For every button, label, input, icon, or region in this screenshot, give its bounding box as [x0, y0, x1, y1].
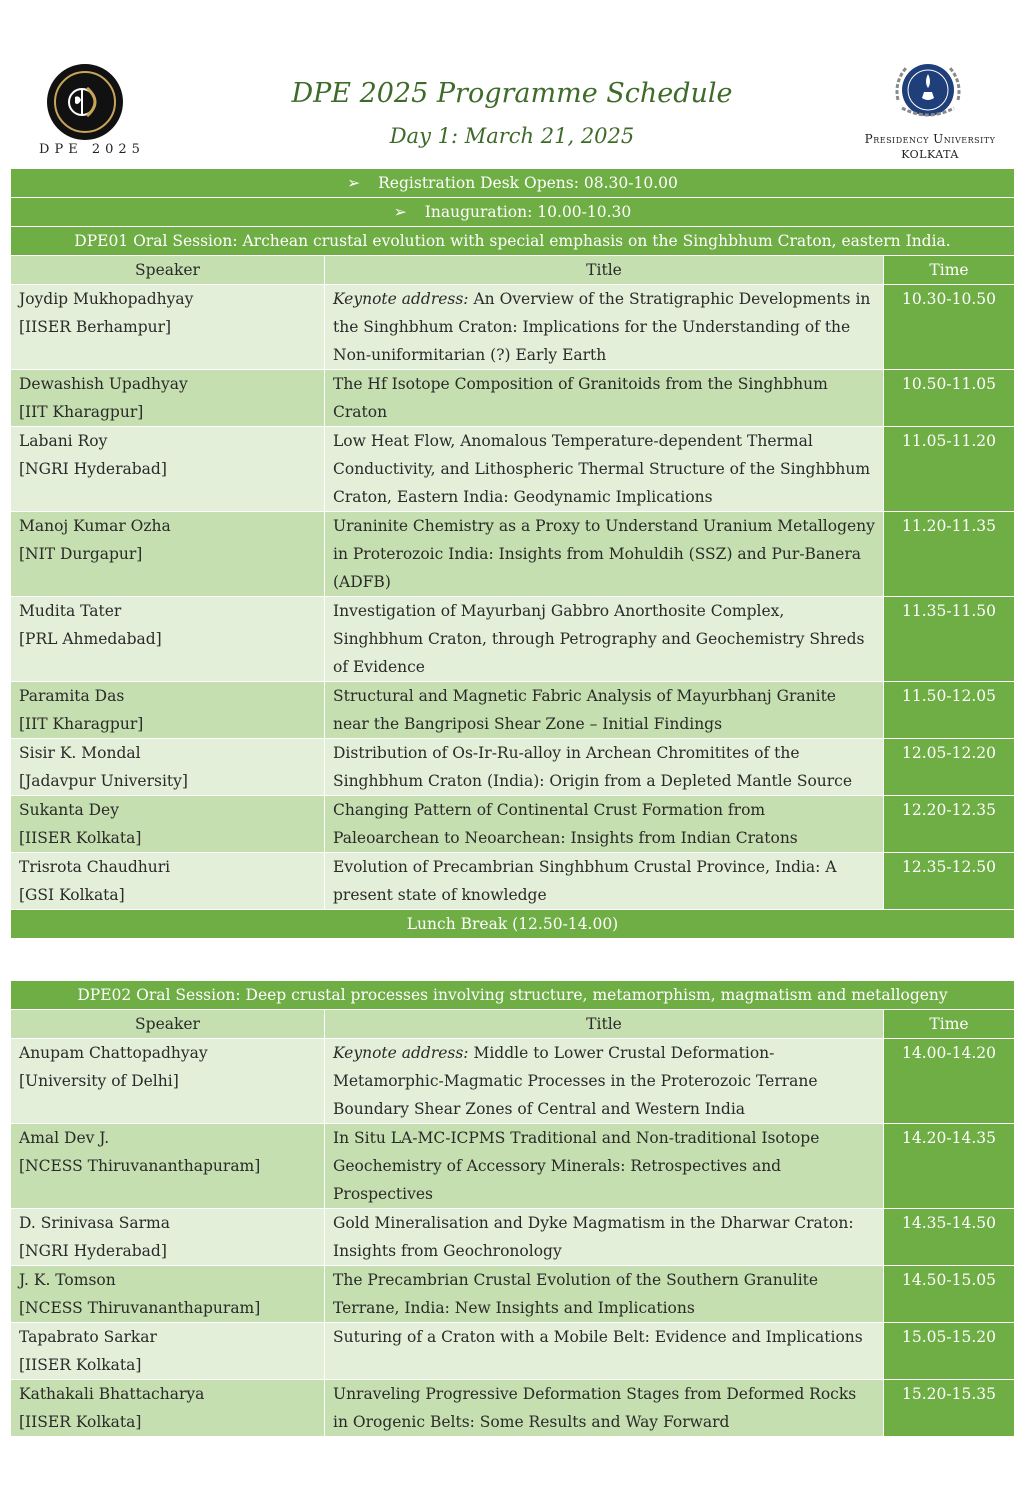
table-row [11, 285, 1015, 370]
talk-title-cell [325, 1323, 884, 1380]
speaker-affiliation: [Jadavpur University] [19, 772, 188, 790]
speaker-affiliation: [IISER Kolkata] [19, 1413, 142, 1431]
speaker-cell [11, 682, 325, 739]
time-slot: 14.00-14.20 [884, 1039, 1015, 1124]
speaker-name: Mudita Tater [19, 602, 122, 620]
speaker-cell [11, 370, 325, 427]
talk-title-cell [325, 1039, 884, 1124]
time-slot: 11.50-12.05 [884, 682, 1015, 739]
speaker-cell [11, 853, 325, 910]
speaker-name: Joydip Mukhopadhyay [19, 290, 194, 308]
talk-title: Changing Pattern of Continental Crust Formation from Paleoarchean to Neoarchean: Insights from Indian Cratons [333, 801, 798, 847]
dpe-logo-text: DPE 2025 [39, 142, 145, 157]
time-slot: 11.35-11.50 [884, 597, 1015, 682]
speaker-name: Dewashish Upadhyay [19, 375, 188, 393]
talk-title: Investigation of Mayurbanj Gabbro Anorthosite Complex, Singhbhum Craton, through Petrography and Geochemistry Shreds of Evidence [333, 602, 865, 676]
speaker-name: J. K. Tomson [19, 1271, 116, 1289]
table-row [11, 1209, 1015, 1266]
table-row [11, 1039, 1015, 1124]
talk-title-cell [325, 427, 884, 512]
speaker-cell [11, 1209, 325, 1266]
session2-table [10, 980, 1015, 1437]
talk-title-cell [325, 853, 884, 910]
table-row [11, 512, 1015, 597]
talk-title: Gold Mineralisation and Dyke Magmatism in the Dharwar Craton: Insights from Geochronology [333, 1214, 854, 1260]
time-slot: 15.20-15.35 [884, 1380, 1015, 1437]
time-slot: 14.35-14.50 [884, 1209, 1015, 1266]
table-row [11, 682, 1015, 739]
speaker-name: Sukanta Dey [19, 801, 119, 819]
speaker-cell [11, 597, 325, 682]
talk-title-cell [325, 1380, 884, 1437]
table-row [11, 796, 1015, 853]
lunch-band: Lunch Break (12.50-14.00) [11, 910, 1015, 939]
session2-title: DPE02 Oral Session: Deep crustal processes involving structure, metamorphism, magmatism and metallogeny [11, 981, 1015, 1010]
speaker-affiliation: [NGRI Hyderabad] [19, 460, 167, 478]
talk-title-cell [325, 1124, 884, 1209]
university-name: Presidency University [864, 132, 996, 146]
talk-title-cell [325, 1266, 884, 1323]
talk-title-cell [325, 285, 884, 370]
speaker-name: Manoj Kumar Ozha [19, 517, 171, 535]
speaker-cell [11, 1323, 325, 1380]
column-header-title: Title [325, 1010, 884, 1039]
time-slot: 14.20-14.35 [884, 1124, 1015, 1209]
speaker-name: Sisir K. Mondal [19, 744, 141, 762]
talk-title-cell [325, 597, 884, 682]
table-row [11, 1124, 1015, 1209]
table-row [11, 1380, 1015, 1437]
speaker-cell [11, 739, 325, 796]
table-row [11, 370, 1015, 427]
time-slot: 12.20-12.35 [884, 796, 1015, 853]
table-row [11, 853, 1015, 910]
speaker-affiliation: [IIT Kharagpur] [19, 715, 144, 733]
talk-title: An Overview of the Stratigraphic Developments in the Singhbhum Craton: Implications for the Understanding of the Non-uniformitarian (?) Early Earth [333, 290, 871, 364]
time-slot: 12.35-12.50 [884, 853, 1015, 910]
speaker-cell [11, 1380, 325, 1437]
speaker-cell [11, 1039, 325, 1124]
speaker-affiliation: [PRL Ahmedabad] [19, 630, 162, 648]
speaker-name: Labani Roy [19, 432, 108, 450]
speaker-name: Tapabrato Sarkar [19, 1328, 157, 1346]
session1-title: DPE01 Oral Session: Archean crustal evolution with special emphasis on the Singhbhum Craton, eastern India. [11, 227, 1015, 256]
talk-title-cell [325, 370, 884, 427]
speaker-name: D. Srinivasa Sarma [19, 1214, 170, 1232]
time-slot: 11.05-11.20 [884, 427, 1015, 512]
speaker-name: Trisrota Chaudhuri [19, 858, 171, 876]
presidency-university-seal-icon [888, 52, 968, 132]
talk-title-cell [325, 739, 884, 796]
time-slot: 11.20-11.35 [884, 512, 1015, 597]
talk-title: Distribution of Os-Ir-Ru-alloy in Archean Chromitites of the Singhbhum Craton (India): Origin from a Depleted Mantle Source [333, 744, 853, 790]
talk-title: Low Heat Flow, Anomalous Temperature-dependent Thermal Conductivity, and Lithospheric Thermal Structure of the Singhbhum Craton, Eastern India: Geodynamic Implications [333, 432, 871, 506]
talk-title: Structural and Magnetic Fabric Analysis of Mayurbhanj Granite near the Bangriposi Shear Zone – Initial Findings [333, 687, 836, 733]
talk-title: Uraninite Chemistry as a Proxy to Understand Uranium Metallogeny in Proterozoic India: Insights from Mohuldih (SSZ) and Pur-Banera (ADFB) [333, 517, 875, 591]
speaker-name: Paramita Das [19, 687, 125, 705]
time-slot: 14.50-15.05 [884, 1266, 1015, 1323]
speaker-affiliation: [NCESS Thiruvananthapuram] [19, 1299, 261, 1317]
talk-title-cell [325, 796, 884, 853]
dpe-2025-logo-icon [45, 62, 125, 142]
table-row [11, 427, 1015, 512]
column-header-speaker: Speaker [11, 1010, 325, 1039]
talk-title: Unraveling Progressive Deformation Stages from Deformed Rocks in Orogenic Belts: Some Results and Way Forward [333, 1385, 857, 1431]
university-city: KOLKATA [901, 148, 959, 161]
speaker-affiliation: [University of Delhi] [19, 1072, 179, 1090]
arrow-bullet-icon: ➢ [393, 203, 407, 221]
talk-title: The Precambrian Crustal Evolution of the Southern Granulite Terrane, India: New Insights and Implications [333, 1271, 819, 1317]
keynote-label: Keynote address: [333, 1044, 469, 1062]
speaker-affiliation: [NIT Durgapur] [19, 545, 143, 563]
session1-table [10, 168, 1015, 939]
speaker-cell [11, 427, 325, 512]
talk-title-cell [325, 682, 884, 739]
table-row [11, 1323, 1015, 1380]
speaker-affiliation: [IISER Berhampur] [19, 318, 172, 336]
speaker-affiliation: [IISER Kolkata] [19, 829, 142, 847]
speaker-affiliation: [NGRI Hyderabad] [19, 1242, 167, 1260]
speaker-name: Kathakali Bhattacharya [19, 1385, 205, 1403]
talk-title: Middle to Lower Crustal Deformation-Metamorphic-Magmatic Processes in the Proterozoic Terrane Boundary Shear Zones of Central and Western India [333, 1044, 818, 1118]
speaker-name: Anupam Chattopadhyay [19, 1044, 208, 1062]
speaker-cell [11, 1266, 325, 1323]
speaker-affiliation: [GSI Kolkata] [19, 886, 125, 904]
talk-title: Suturing of a Craton with a Mobile Belt: Evidence and Implications [333, 1328, 863, 1346]
page-title: DPE 2025 Programme Schedule [291, 78, 733, 109]
talk-title: Evolution of Precambrian Singhbhum Crustal Province, India: A present state of knowledge [333, 858, 837, 904]
speaker-affiliation: [IISER Kolkata] [19, 1356, 142, 1374]
table-row [11, 597, 1015, 682]
talk-title: The Hf Isotope Composition of Granitoids from the Singhbhum Craton [333, 375, 828, 421]
speaker-affiliation: [NCESS Thiruvananthapuram] [19, 1157, 261, 1175]
speaker-affiliation: [IIT Kharagpur] [19, 403, 144, 421]
talk-title-cell [325, 1209, 884, 1266]
time-slot: 10.30-10.50 [884, 285, 1015, 370]
column-header-speaker: Speaker [11, 256, 325, 285]
speaker-cell [11, 796, 325, 853]
time-slot: 10.50-11.05 [884, 370, 1015, 427]
registration-band: ➢ Registration Desk Opens: 08.30-10.00 [11, 169, 1015, 198]
talk-title-cell [325, 512, 884, 597]
time-slot: 15.05-15.20 [884, 1323, 1015, 1380]
speaker-cell [11, 285, 325, 370]
speaker-cell [11, 512, 325, 597]
column-header-time: Time [884, 256, 1015, 285]
arrow-bullet-icon: ➢ [347, 174, 361, 192]
table-row [11, 1266, 1015, 1323]
column-header-time: Time [884, 1010, 1015, 1039]
table-row [11, 739, 1015, 796]
inauguration-band: ➢ Inauguration: 10.00-10.30 [11, 198, 1015, 227]
column-header-title: Title [325, 256, 884, 285]
page-subtitle: Day 1: March 21, 2025 [389, 124, 635, 148]
speaker-name: Amal Dev J. [19, 1129, 110, 1147]
speaker-cell [11, 1124, 325, 1209]
talk-title: In Situ LA-MC-ICPMS Traditional and Non-traditional Isotope Geochemistry of Accessory Minerals: Retrospectives and Prospectives [333, 1129, 820, 1203]
page-header [0, 0, 1024, 170]
time-slot: 12.05-12.20 [884, 739, 1015, 796]
keynote-label: Keynote address: [333, 290, 469, 308]
